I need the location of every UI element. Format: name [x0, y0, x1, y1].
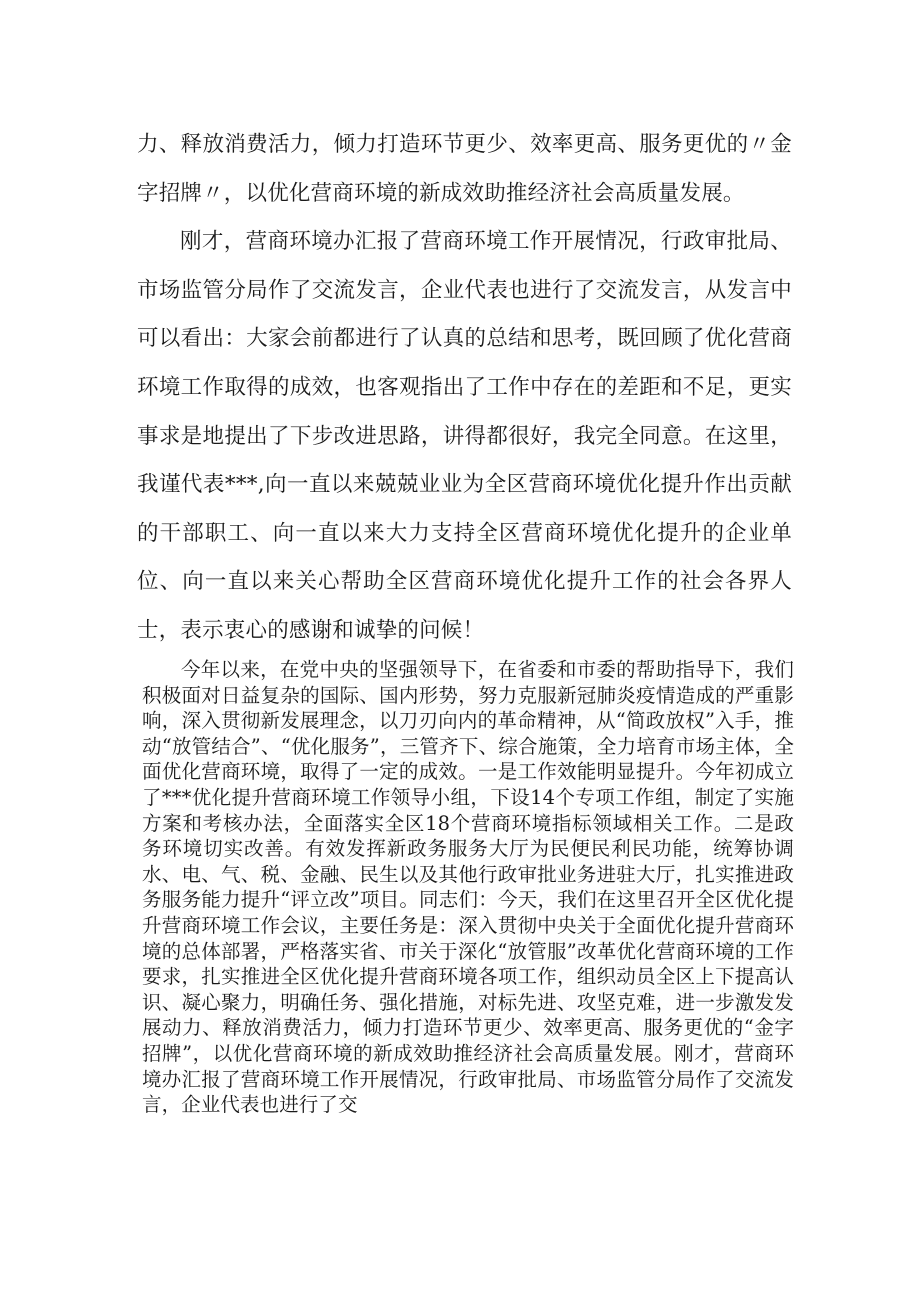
top-text-section — [137, 121, 792, 656]
bottom-text-section — [142, 657, 794, 1118]
paragraph-thanks: 刚才，营商环境办汇报了营商环境工作开展情况，行政审批局、市场监管分局作了交流发言，企业代表也进行了交流发言，从发言中可以看出：大家会前都进行了认真的总结和思考，既回顾了优化营商环境工作取得的成效，也客观指出了工作中存在的差距和不足，更实事求是地提出了下步改进思路，讲得都很好，我完全同意。在这里，我谨代表***,向一直以来兢兢业业为全区营商环境优化提升作出贡献的干部职工、向一直以来大力支持全区营商环境优化提升的企业单位、向一直以来关心帮助全区营商环境优化提升工作的社会各界人士，表示衷心的感谢和诚挚的问候！ — [137, 229, 792, 643]
paragraph-continuation: 力、释放消费活力，倾力打造环节更少、效率更高、服务更优的〃金字招牌〃，以优化营商环境的新成效助推经济社会高质量发展。 — [137, 132, 792, 206]
paragraph-review: 今年以来，在党中央的坚强领导下，在省委和市委的帮助指导下，我们积极面对日益复杂的国际、国内形势，努力克服新冠肺炎疫情造成的严重影响，深入贯彻新发展理念，以刀刃向内的革命精神，从“简政放权”入手，推动“放管结合”、“优化服务”，三管齐下、综合施策，全力培育市场主体，全面优化营商环境，取得了一定的成效。一是工作效能明显提升。今年初成立了***优化提升营商环境工作领导小组，下设14个专项工作组，制定了实施方案和考核办法，全面落实全区18个营商环境指标领域相关工作。二是政务环境切实改善。有效发挥新政务服务大厅为民便民利民功能，统筹协调水、电、气、税、金融、民生以及其他行政审批业务进驻大厅，扎实推进政务服务能力提升“评立改”项目。同志们：今天，我们在这里召开全区优化提升营商环境工作会议，主要任务是：深入贯彻中央关于全面优化提升营商环境的总体部署，严格落实省、市关于深化“放管服”改革优化营商环境的工作要求，扎实推进全区优化提升营商环境各项工作，组织动员全区上下提高认识、凝心聚力，明确任务、强化措施，对标先进、攻坚克难，进一步激发发展动力、释放消费活力，倾力打造环节更少、效率更高、服务更优的“金字招牌”，以优化营商环境的新成效助推经济社会高质量发展。刚才，营商环境办汇报了营商环境工作开展情况，行政审批局、市场监管分局作了交流发言，企业代表也进行了交 — [142, 658, 794, 1117]
